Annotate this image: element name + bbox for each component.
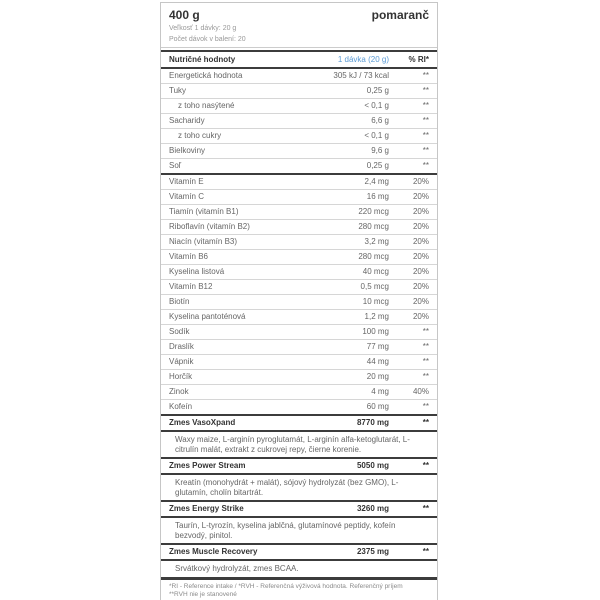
- product-header: [161, 3, 437, 48]
- nutrition-label: [160, 2, 438, 600]
- table-row: [161, 340, 437, 355]
- nutrient-value: 10 mcg: [362, 297, 389, 306]
- product-flavor: pomaranč: [371, 8, 429, 22]
- nutrient-ri: **: [422, 547, 429, 556]
- nutrient-value: 100 mg: [362, 327, 389, 336]
- nutrient-ri: 20%: [412, 207, 429, 216]
- nutrient-ri: 20%: [412, 312, 429, 321]
- nutrient-value: 0,25 g: [366, 86, 389, 95]
- column-serving: 1 dávka (20 g): [337, 55, 389, 64]
- nutrient-ri: **: [422, 327, 429, 336]
- nutrient-name: Horčík: [169, 372, 193, 381]
- ingredients-row: [161, 432, 437, 458]
- table-row: [161, 205, 437, 220]
- nutrient-ri: **: [422, 402, 429, 411]
- nutrient-name: Kofeín: [169, 402, 193, 411]
- nutrient-ri: **: [422, 116, 429, 125]
- nutrient-name: Draslík: [169, 342, 194, 351]
- nutrient-ri: **: [422, 418, 429, 427]
- nutrient-name: Sodík: [169, 327, 190, 336]
- nutrient-ri: 20%: [412, 237, 429, 246]
- table-row: [161, 175, 437, 190]
- table-row: [161, 159, 437, 175]
- ingredients-text: Taurín, L-tyrozín, kyselina jablčná, glutamínové peptidy, kofeín bezvodý, pinitol.: [175, 521, 396, 540]
- table-row: [161, 84, 437, 99]
- nutrient-name: Tuky: [169, 86, 187, 95]
- blend-row: [161, 500, 437, 518]
- table-row: [161, 295, 437, 310]
- nutrient-value: 280 mcg: [358, 222, 389, 231]
- nutrient-ri: **: [422, 504, 429, 513]
- ingredients-text: Kreatín (monohydrát + malát), sójový hydrolyzát (bez GMO), L-glutamín, cholín bitartrát.: [175, 478, 399, 497]
- table-row: [161, 370, 437, 385]
- nutrient-name: Niacín (vitamín B3): [169, 237, 238, 246]
- nutrient-name: Zinok: [169, 387, 189, 396]
- table-row: [161, 129, 437, 144]
- nutrient-name: Kyselina listová: [169, 267, 225, 276]
- ingredients-row: [161, 561, 437, 577]
- nutrient-ri: **: [422, 357, 429, 366]
- nutrient-ri: **: [422, 372, 429, 381]
- nutrient-ri: 20%: [412, 267, 429, 276]
- nutrient-name: Sacharidy: [169, 116, 205, 125]
- nutrient-name: Vápnik: [169, 357, 194, 366]
- serving-size: Veľkosť 1 dávky: 20 g: [169, 25, 237, 32]
- nutrient-name: Energetická hodnota: [169, 71, 243, 80]
- nutrient-name: Zmes Power Stream: [169, 461, 246, 470]
- nutrient-value: 3,2 mg: [364, 237, 389, 246]
- table-row: [161, 114, 437, 129]
- table-row: [161, 144, 437, 159]
- nutrient-value: 6,6 g: [371, 116, 389, 125]
- table-row: [161, 220, 437, 235]
- nutrient-name: Vitamín B6: [169, 252, 208, 261]
- nutrient-value: 77 mg: [366, 342, 389, 351]
- blend-row: [161, 457, 437, 475]
- ingredients-row: [161, 518, 437, 544]
- nutrient-name: Tiamín (vitamín B1): [169, 207, 239, 216]
- nutrient-value: 40 mcg: [362, 267, 389, 276]
- table-row: [161, 250, 437, 265]
- nutrient-value: 3260 mg: [356, 504, 389, 513]
- table-row: [161, 235, 437, 250]
- ingredients-text: Srvátkový hydrolyzát, zmes BCAA.: [175, 564, 299, 573]
- nutrient-name: Vitamín C: [169, 192, 204, 201]
- nutrient-value: 60 mg: [366, 402, 389, 411]
- nutrient-name: Riboflavín (vitamín B2): [169, 222, 250, 231]
- nutrient-value: 5050 mg: [356, 461, 389, 470]
- ingredients-text: Waxy maize, L-arginín pyroglutamát, L-arginín alfa-ketoglutarát, L-citrulín malát, extrakt z cukrovej repy, čierne korenie.: [175, 435, 410, 454]
- nutrient-value: 220 mcg: [358, 207, 389, 216]
- table-row: [161, 280, 437, 295]
- table-row: [161, 310, 437, 325]
- nutrient-name: z toho nasýtené: [178, 101, 235, 110]
- nutrient-ri: 20%: [412, 297, 429, 306]
- footnote-ri: *RI - Reference intake / *RVH - Referenčná výživová hodnota. Referenčný príjem: [169, 583, 403, 590]
- ingredients-row: [161, 475, 437, 501]
- blend-row: [161, 543, 437, 561]
- nutrient-value: 2375 mg: [356, 547, 389, 556]
- nutrient-ri: **: [422, 71, 429, 80]
- nutrient-value: 0,25 g: [366, 161, 389, 170]
- nutrient-value: 0,5 mcg: [360, 282, 389, 291]
- nutrient-name: Vitamín B12: [169, 282, 213, 291]
- nutrient-ri: 20%: [412, 282, 429, 291]
- table-row: [161, 190, 437, 205]
- nutrient-name: Soľ: [169, 161, 182, 170]
- nutrient-value: 44 mg: [366, 357, 389, 366]
- nutrient-ri: 40%: [412, 387, 429, 396]
- nutrient-ri: **: [422, 86, 429, 95]
- table-row: [161, 69, 437, 84]
- nutrient-ri: **: [422, 131, 429, 140]
- nutrient-name: z toho cukry: [178, 131, 222, 140]
- nutrient-value: 280 mcg: [358, 252, 389, 261]
- nutrient-value: 2,4 mg: [364, 177, 389, 186]
- table-row: [161, 355, 437, 370]
- nutrient-name: Zmes VasoXpand: [169, 418, 236, 427]
- table-row: [161, 265, 437, 280]
- table-header-row: [161, 50, 437, 69]
- nutrient-name: Kyselina pantoténová: [169, 312, 246, 321]
- nutrient-name: Vitamín E: [169, 177, 204, 186]
- nutrient-name: Bielkoviny: [169, 146, 206, 155]
- nutrient-ri: **: [422, 146, 429, 155]
- footnote-rvh: **RVH nie je stanovené: [169, 591, 237, 598]
- nutrient-ri: 20%: [412, 192, 429, 201]
- blend-row: [161, 414, 437, 432]
- nutrient-value: 20 mg: [366, 372, 389, 381]
- nutrient-name: Zmes Energy Strike: [169, 504, 244, 513]
- table-row: [161, 400, 437, 415]
- nutrient-ri: **: [422, 461, 429, 470]
- product-weight: 400 g: [169, 8, 200, 22]
- nutrient-value: 8770 mg: [356, 418, 389, 427]
- table-row: [161, 325, 437, 340]
- nutrient-ri: **: [422, 342, 429, 351]
- nutrient-ri: **: [422, 161, 429, 170]
- servings-per-pack: Počet dávok v balení: 20: [169, 36, 246, 43]
- table-row: [161, 99, 437, 114]
- table-body: [161, 69, 437, 577]
- nutrient-ri: **: [422, 101, 429, 110]
- nutrient-value: 305 kJ / 73 kcal: [333, 71, 389, 80]
- nutrient-ri: 20%: [412, 222, 429, 231]
- nutrient-value: 9,6 g: [371, 146, 389, 155]
- nutrient-value: < 0,1 g: [364, 131, 389, 140]
- nutrient-ri: 20%: [412, 177, 429, 186]
- nutrient-value: 4 mg: [371, 387, 389, 396]
- nutrient-name: Zmes Muscle Recovery: [169, 547, 258, 556]
- nutrient-value: 1,2 mg: [364, 312, 389, 321]
- nutrient-value: 16 mg: [366, 192, 389, 201]
- table-row: [161, 385, 437, 400]
- footnotes: [161, 577, 437, 600]
- nutrient-name: Biotín: [169, 297, 190, 306]
- column-nutrients: Nutričné hodnoty: [169, 55, 236, 64]
- nutrient-value: < 0,1 g: [364, 101, 389, 110]
- nutrient-ri: 20%: [412, 252, 429, 261]
- column-ri: % RI*: [408, 55, 429, 64]
